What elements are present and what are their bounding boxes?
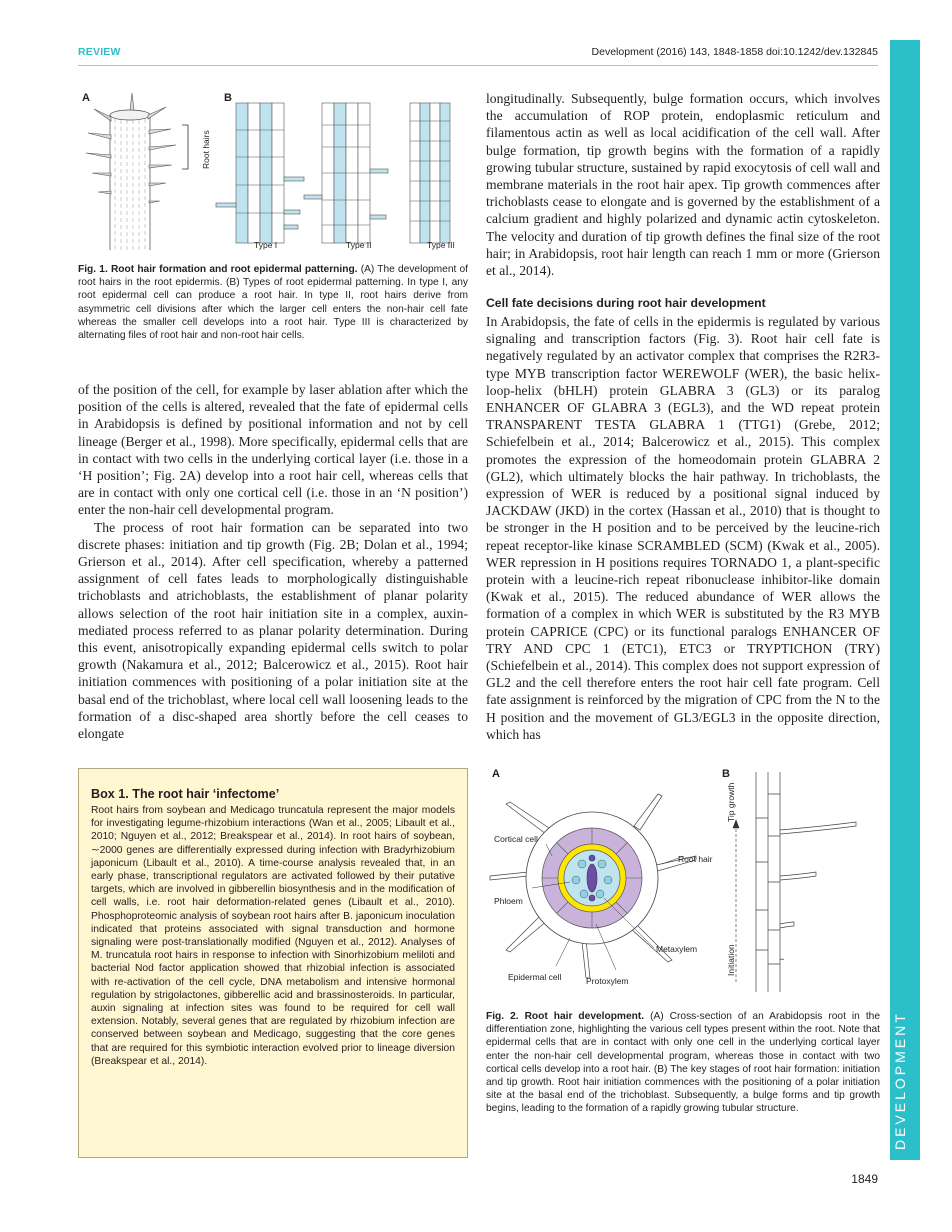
type-i-cell-files — [216, 103, 304, 243]
figure-1-caption — [78, 263, 468, 342]
right-column-body-bottom — [486, 313, 880, 743]
journal-citation: Development (2016) 143, 1848-1858 doi:10.1242/dev.132845 — [591, 46, 878, 58]
root-hair-stage-diagram — [756, 772, 856, 992]
page-number: 1849 — [851, 1172, 878, 1186]
figure-2 — [486, 764, 880, 996]
right-paragraph-1: longitudinally. Subsequently, bulge formation occurs, which involves the accumulation of ROP protein, endoplasmic reticulum and filamentous actin as well as local acidification of the cell wall. After bulge formation, tip growth begins with the formation of a rapidly growing tubular structure, sustained by rapid exocytosis of cell wall and membrane materials in the root hair apex. Tip growth commences after trichoblasts cease to elongate and is governed by the establishment of a calcium gradient and highly polarized and dynamic actin cytoskeleton. The velocity and duration of tip growth defines the final size of the root hair; in Arabidopsis, root hair length can reach 1 mm or more (Grierson et al., 2014). — [486, 91, 880, 279]
figure-1-caption-text: (A) The development of root hairs in the root epidermis. (B) Types of root epidermal patterning. In type I, any root epidermal cell can produce a root hair. In type II, root hairs derive from asymmetric cell divisions after which the larger cell enters the non-hair cell fate whereas the smaller cell develops into a root hair. Type III is characterized by alternating files of root hair and non-root hair cells. — [78, 264, 468, 342]
type-i-label: Type I — [254, 240, 278, 250]
right-column-body-top — [486, 90, 880, 279]
left-paragraph-1: of the position of the cell, for example by laser ablation after which the position of the cells is altered, revealed that the fate of epidermal cells in Arabidopsis is defined by positional information and not by cell lineage (Berger et al., 1998). More specifically, epidermal cells that are in contact with two cells in the underlying cortical layer (i.e. those in a ‘H position’; Fig. 2A) develop into a root hair cell, whereas cells that are in contact with only one cortical cell (i.e. those in an ‘N position’) enter the non-hair cell developmental program. — [78, 382, 468, 518]
section-heading-cell-fate: Cell fate decisions during root hair development — [486, 296, 766, 310]
header-divider — [78, 65, 878, 66]
figure-1 — [78, 85, 468, 257]
figure-2-panel-a-label: A — [492, 768, 500, 780]
figure-1-panel-b-label: B — [224, 92, 232, 104]
type-ii-label: Type II — [346, 240, 372, 250]
figure-1-illustration — [78, 85, 468, 257]
right-paragraph-2: In Arabidopsis, the fate of cells in the epidermis is regulated by various signaling and transcription factors (Fig. 3). Root hair cell fate is negatively regulated by an activator complex that comprises the R2R3-type MYB transcription factor WEREWOLF (WER), the basic helix-loop-helix (bHLH) protein GLABRA 3 (GL3) or its paralog ENHANCER OF GLABRA 3 (EGL3), and the WD repeat protein TRANSPARENT TESTA GLABRA 1 (TTG1) (Grebe, 2012; Schiefelbein et al., 2014; Balcerowicz et al., 2015). This complex promotes the expression of the homeodomain protein GLABRA 2 (GL2), which ultimately blocks the hair pathway. In trichoblasts, the expression of WER is reduced by a positional signal induced by JACKDAW (JKD) in the cortex (Hassan et al., 2010) that is thought to be stronger in the H position and to be perceived by the leucine-rich repeat receptor-like kinase SCRAMBLED (SCM) (Kwak et al., 2005). WER repression in H positions requires TORNADO 1, a plant-specific protein with a leucine-rich repeat ribonuclease inhibitor-like domain (Kwak et al., 2015). The reduced abundance of WER allows the formation of a complex in which WER is substituted by the R3 MYB protein CAPRICE (CPC) or its functional paralogs ENHANCER OF TRY AND CPC 1 (ETC1), ETC3 or TRYPTICHON (TRY) (Schiefelbein et al., 2014). This complex does not support expression of GL2 and the cell therefore enters the root hair cell fate program. Cell fate assignment is reinforced by the migration of CPC from the N to the H position and the movement of GL3/EGL3 in the opposite direction, which has — [486, 314, 880, 742]
figure-2-illustration — [486, 764, 880, 996]
journal-side-bar — [890, 40, 920, 1160]
type-ii-cell-files — [304, 103, 388, 243]
figure-2-caption-title: Fig. 2. Root hair development. — [486, 1011, 645, 1022]
type-iii-label: Type III — [427, 240, 455, 250]
label-metaxylem: Metaxylem — [656, 944, 698, 954]
label-epidermal-cell: Epidermal cell — [508, 972, 562, 982]
root-hairs-label: Root hairs — [201, 130, 211, 169]
label-cortical-cell: Cortical cell — [494, 834, 538, 844]
figure-2-caption — [486, 1010, 880, 1116]
figure-2-panel-b-label: B — [722, 768, 730, 780]
label-root-hair: Root hair — [678, 854, 713, 864]
left-paragraph-2: The process of root hair formation can be separated into two discrete phases: initiation and tip growth (Fig. 2B; Dolan et al., 1994; Grierson et al., 2014). After cell specification, whereby a patterned assignment of cell fates leads to morphologically distinguishable trichoblasts and atrichoblasts, the establishment of planar polarity allows selection of the root hair initiation site in a complex, auxin-mediated process referred to as planar polarity determination. During this event, anisotropically expanding epidermal cells switch to polar growth (Nakamura et al., 2012; Balcerowicz et al., 2015). Root hair initiation commences with positioning of a polar initiation site at the basal end of the trichoblast, where local cell wall loosening leads to the formation of a disc-shaped area shortly before the cell ceases to elongate — [78, 519, 468, 742]
label-tip-growth: Tip growth — [726, 782, 736, 822]
journal-section-label: REVIEW — [78, 46, 121, 58]
left-column-body — [78, 381, 468, 742]
journal-side-label: DEVELOPMENT — [892, 1011, 908, 1150]
box-1-body: Root hairs from soybean and Medicago truncatula represent the major models for investigating legume-rhizobium interactions (Wan et al., 2005; Libault et al., 2010; Nguyen et al., 2012; Breakspear et al., 2014). In root hairs of soybean, ∼2000 genes are differentially expressed during infection with Bradyrhizobium japonicum (Libault et al., 2010). A time-course analysis revealed that, in an early phase, transcriptional regulators are activated followed by their putative targets, which are involved in gibberellin biosynthesis and in the modification of cell walls, i.e. root hair deformation-related genes (Libault et al., 2010). Phosphoproteomic analysis of soybean root hairs after B. japonicum inoculation indicated that proteins associated with signal transduction and hormone signaling were post-translationally modified (Nguyen et al., 2012). Analyses of M. truncatula root hairs in response to infection with Sinorhizobium meliloti and bacterial Nod factor application showed that rhizobial infection is associated with re-activation of the cell cycle, DNA metabolism and intensive hormonal regulation by strigolactones, gibberellic acid and brassinosteroids. In particular, auxin signaling at infection sites was found to be required for cell wall extension. Notably, several genes that are regulated by rhizobium infection are conserved between soybean and Medicago, suggesting that the core genes that are required for this symbiotic interaction evolved prior to lineage diversion (Breakspear et al., 2014). — [91, 805, 455, 1067]
figure-2-caption-text: (A) Cross-section of an Arabidopsis root in the differentiation zone, highlighting the various cell types present within the root. Note that epidermal cells that are in contact with only one cell in the underlying cortical layer enter the non-hair cell developmental program, whereas those in contact with two cortical cells develop into a root hair. (B) The key stages of root hair formation: initiation and tip growth. Root hair initiation commences with the positioning of a polar initiation site at the basal end of the trichoblast. Subsequently, a bulge forms and tip growth begins, leading to the formation of a rapidly growing tubular structure. — [486, 1011, 880, 1115]
figure-1-panel-a-label: A — [82, 92, 90, 104]
box-1-title: Box 1. The root hair ‘infectome’ — [91, 787, 280, 801]
label-initiation: Initiation — [726, 944, 736, 976]
type-iii-cell-files — [410, 103, 450, 243]
figure-1-caption-title: Fig. 1. Root hair formation and root epidermal patterning. — [78, 264, 358, 275]
box-1 — [78, 768, 468, 1158]
label-protoxylem: Protoxylem — [586, 976, 629, 986]
label-phloem: Phloem — [494, 896, 523, 906]
root-cylinder-drawing — [86, 93, 176, 250]
